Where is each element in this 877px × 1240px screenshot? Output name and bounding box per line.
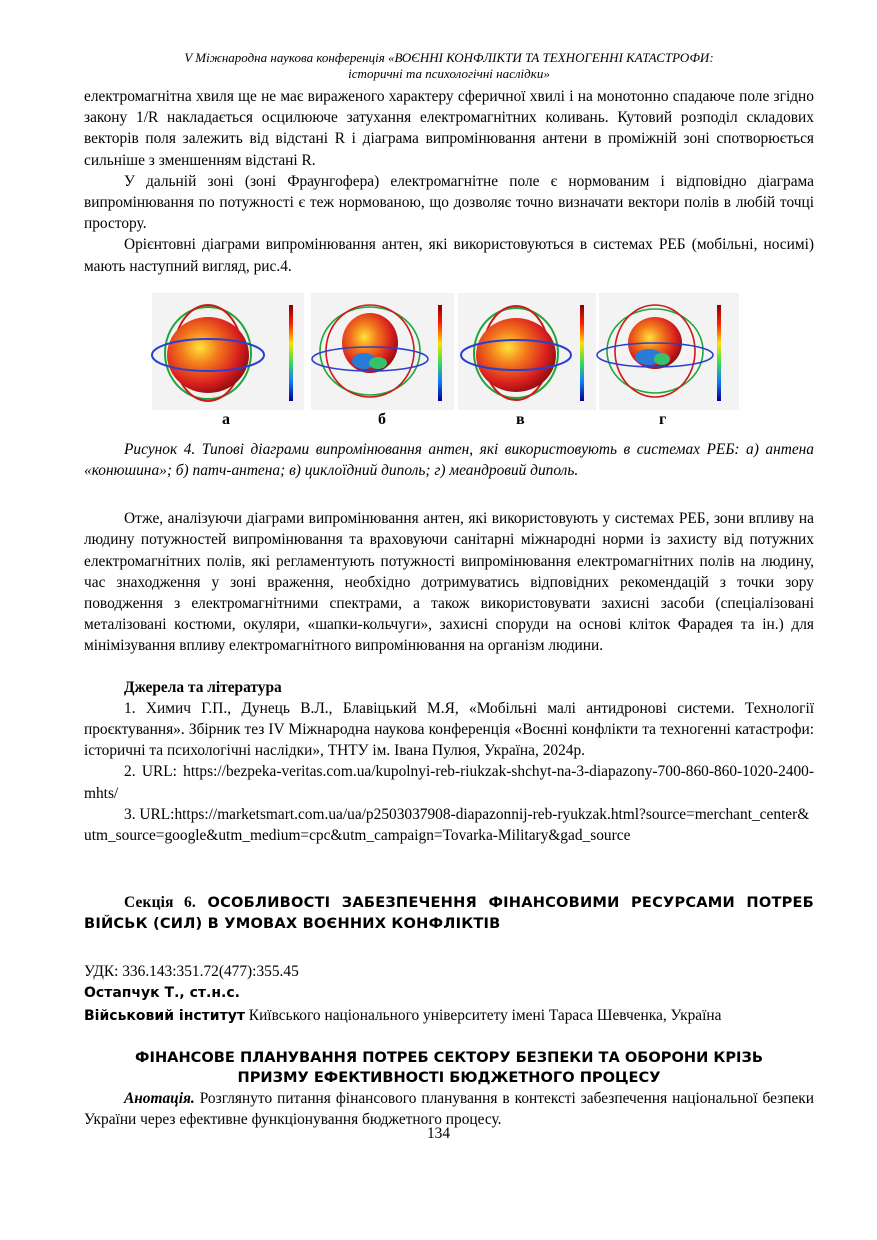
page-number: 134 bbox=[426, 1125, 451, 1142]
paragraph-far-zone: У дальній зоні (зоні Фраунгофера) електромагнітне поле є нормованим і відповідно діаграма випромінювання по потужності є теж нормованою, що дозволяє точно визначати вектори полів в любій точці простору. bbox=[84, 172, 814, 233]
author-name: Остапчук Т., ст.н.с. bbox=[84, 985, 240, 1002]
institution-rest: Київського національного університету імені Тараса Шевченка, Україна bbox=[244, 1006, 722, 1024]
figure-label-c: в bbox=[516, 410, 525, 428]
page-content bbox=[84, 50, 814, 1130]
paragraph-conclusion: Отже, аналізуючи діаграми випромінювання антен, які використовують у системах РЕБ, зони впливу на людину потужностей випромінювання та враховуючи санітарні міжнародні норми із захисту від потужних електромагнітних полів, які регламентують потужності випромінювання електромагнітних полів на людину, час знаходження у зоні враження, необхідно дотримуватись відповідних рекомендацій з точки зору поводження з електромагнітними спектрами, а також використовувати захисні засоби (спеціалізовані металізовані костюми, окуляри, «шапки-кольчуги», захисні споруди на основі кліток Фарадея та ін.) для мінімізування впливу електромагнітного випромінювання на організм людини. bbox=[84, 510, 814, 655]
references-heading: Джерела та література bbox=[124, 678, 282, 696]
paragraph-diagrams-intro: Орієнтовні діаграми випромінювання антен, які використовуються в системах РЕБ (мобільні, носимі) мають наступний вигляд, рис.4. bbox=[84, 236, 814, 275]
section-heading bbox=[84, 892, 814, 934]
figure-label-d: г bbox=[659, 410, 667, 428]
annotation-text: Розглянуто питання фінансового планування в контексті забезпечення національної безпеки України через ефективне функціонування бюджетного процесу. bbox=[84, 1089, 814, 1129]
section-title: ОСОБЛИВОСТІ ЗАБЕЗПЕЧЕННЯ ФІНАНСОВИМИ РЕСУРСАМИ ПОТРЕБ ВІЙСЬК (СИЛ) В УМОВАХ ВОЄННИХ КОНФЛІКТІВ bbox=[84, 894, 814, 933]
author-line bbox=[84, 982, 814, 1004]
pattern-panel-d bbox=[597, 293, 739, 410]
paragraph-near-zone: електромагнітна хвиля ще не має вираженого характеру сферичної хвилі і на монотонно спадаюче поле згідно закону 1/R накладається осцилююче затухання електромагнітних коливань. Кутовий розподіл складових векторів поля залежить від відстані R і діаграма випромінювання антени в проміжній зоні спотворюється сильніше з зменшенням відстані R. bbox=[84, 88, 814, 169]
figure-caption: Рисунок 4. Типові діаграми випромінювання антен, які використовують в системах РЕБ: а) антена «конюшина»; б) патч-антена; в) циклоїдний диполь; г) меандровий диполь. bbox=[84, 440, 814, 480]
reference-item-3: 3. URL:https://marketsmart.com.ua/ua/p2503037908-diapazonnij-reb-ryukzak.html?source=merchant_center&utm_source=google&utm_medium=cpc&utm_campaign=Tovarka-Military&gad_source bbox=[84, 805, 810, 845]
figure-label-a: а bbox=[222, 410, 230, 428]
institution-lead: Військовий інститут bbox=[84, 1007, 245, 1024]
article-title bbox=[84, 1048, 814, 1088]
pattern-panel-b bbox=[311, 293, 454, 410]
header-line-1: V Міжнародна наукова конференція «ВОЄННІ КОНФЛІКТИ ТА ТЕХНОГЕННІ КАТАСТРОФИ: bbox=[184, 50, 714, 65]
running-header bbox=[84, 50, 814, 82]
annotation-label: Анотація. bbox=[124, 1089, 195, 1107]
figure-radiation-patterns bbox=[84, 293, 814, 438]
pattern-panel-c bbox=[458, 293, 596, 410]
reference-item-2: 2. URL: https://bezpeka-veritas.com.ua/kupolnyi-reb-riukzak-shchyt-na-3-diapazony-700-860-860-1020-2400-mhts/ bbox=[84, 763, 814, 802]
pattern-panel-a bbox=[152, 293, 304, 410]
article-title-line-2: ПРИЗМУ ЕФЕКТИВНОСТІ БЮДЖЕТНОГО ПРОЦЕСУ bbox=[237, 1068, 661, 1086]
annotation-paragraph bbox=[84, 1088, 814, 1130]
udk-code: УДК: 336.143:351.72(477):355.45 bbox=[84, 963, 299, 981]
header-line-2: історичні та психологічні наслідки» bbox=[348, 66, 550, 81]
radiation-pattern-images bbox=[84, 293, 814, 438]
section-lead: Секція 6. bbox=[124, 894, 196, 912]
article-title-line-1: ФІНАНСОВЕ ПЛАНУВАННЯ ПОТРЕБ СЕКТОРУ БЕЗПЕКИ ТА ОБОРОНИ КРІЗЬ bbox=[135, 1048, 763, 1066]
affiliation-line bbox=[84, 1005, 814, 1027]
reference-item-1: 1. Химич Г.П., Дунець В.Л., Блавіцький М.Я, «Мобільні малі антидронові системи. Технології проєктування». Збірник тез IV Міжнародна наукова конференція «Воєнні конфлікти та техногенні катастрофи: історичні та психологічні наслідки», ТНТУ ім. Івана Пулюя, Україна, 2024р. bbox=[84, 699, 814, 760]
figure-label-b: б bbox=[378, 410, 386, 428]
